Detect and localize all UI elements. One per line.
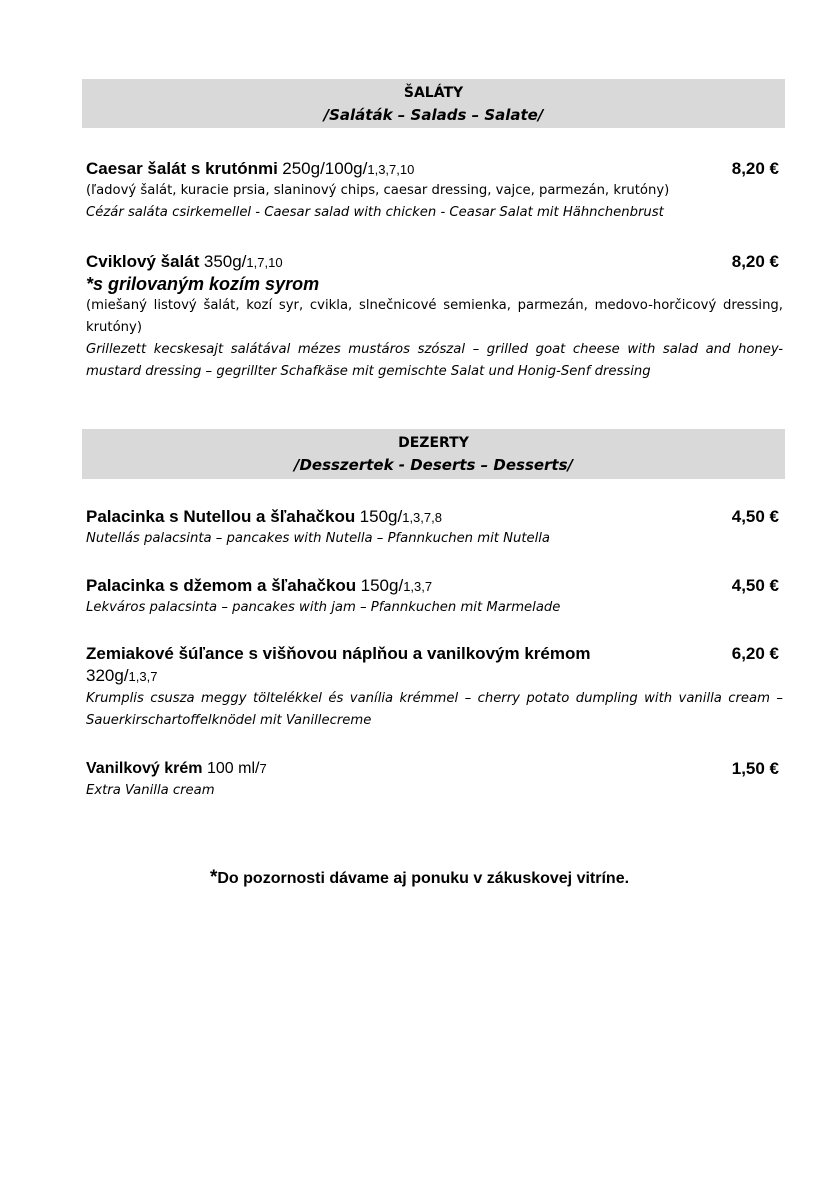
menu-item-caesar-salad	[86, 158, 783, 224]
item-allergens: 7	[259, 761, 267, 776]
footer-star: *	[209, 867, 218, 888]
salads-section-header	[82, 79, 785, 128]
desserts-title: DEZERTY	[398, 435, 469, 451]
desserts-subtitle: /Desszertek - Deserts – Desserts/	[293, 456, 574, 474]
item-allergens: 1,7,10	[246, 255, 283, 270]
item-translation: Extra Vanilla cream	[86, 783, 215, 798]
menu-item-potato-dumplings	[86, 643, 783, 732]
item-allergens: 1,3,7	[128, 669, 158, 684]
item-price: 6,20 €	[731, 644, 779, 663]
menu-item-jam-pancake	[86, 575, 783, 619]
footer-text: Do pozornosti dávame aj ponuku v zákuskovej vitríne.	[217, 870, 630, 887]
item-allergens: 1,3,7,10	[367, 162, 415, 177]
item-weight: 250g/100g/	[282, 159, 368, 178]
item-weight: 150g/	[360, 576, 404, 595]
item-translation: Grillezett kecskesajt salátával mézes mustáros szószal – grilled goat cheese with salad and honey-mustard dressing – gegrillter Schafkäse mit gemischte Salat und Honig-Senf dressing	[86, 342, 783, 379]
item-price: 8,20 €	[731, 252, 779, 271]
salads-subtitle: /Saláták – Salads – Salate/	[323, 106, 544, 124]
item-description: (miešaný listový šalát, kozí syr, cvikla, slnečnicové semienka, parmezán, medovo-horčicový dressing, krutóny)	[86, 298, 783, 335]
item-weight: 320g/	[86, 666, 129, 685]
salads-title: ŠALÁTY	[403, 85, 464, 101]
item-price: 8,20 €	[731, 159, 779, 178]
item-weight: 150g/	[359, 507, 403, 526]
item-translation: Cézár saláta csirkemellel - Caesar salad with chicken - Ceasar Salat mit Hähnchenbrust	[86, 205, 664, 220]
item-name: Palacinka s Nutellou a šľahačkou	[86, 507, 356, 526]
item-allergens: 1,3,7,8	[402, 510, 442, 525]
menu-item-nutella-pancake	[86, 506, 783, 550]
item-name: Caesar šalát s krutónmi	[86, 159, 278, 178]
item-name: Zemiakové šúľance s višňovou náplňou a vanilkovým krémom	[86, 644, 591, 663]
menu-item-beetroot-salad	[86, 251, 783, 383]
footer-note	[0, 867, 839, 889]
item-translation: Krumplis csusza meggy töltelékkel és vanília krémmel – cherry potato dumpling with vanilla cream – Sauerkirschartoffelknödel mit Vanillecreme	[86, 691, 783, 728]
item-translation: Lekváros palacsinta – pancakes with jam – Pfannkuchen mit Marmelade	[86, 600, 561, 615]
item-price: 4,50 €	[731, 507, 779, 526]
item-translation: Nutellás palacsinta – pancakes with Nutella – Pfannkuchen mit Nutella	[86, 531, 551, 546]
item-name: Palacinka s džemom a šľahačkou	[86, 576, 357, 595]
desserts-section-header	[82, 429, 785, 479]
menu-item-vanilla-cream	[86, 758, 783, 802]
item-weight: 350g/	[203, 252, 247, 271]
item-name: Vanilkový krém	[86, 760, 203, 777]
item-weight: 100 ml/	[206, 760, 260, 777]
item-note: *s grilovaným kozím syrom	[86, 274, 320, 294]
item-price: 4,50 €	[731, 576, 779, 595]
item-name: Cviklový šalát	[86, 252, 200, 271]
item-price: 1,50 €	[731, 759, 779, 778]
item-description: (ľadový šalát, kuracie prsia, slaninový chips, caesar dressing, vajce, parmezán, krutóny)	[86, 183, 670, 198]
item-allergens: 1,3,7	[403, 579, 433, 594]
